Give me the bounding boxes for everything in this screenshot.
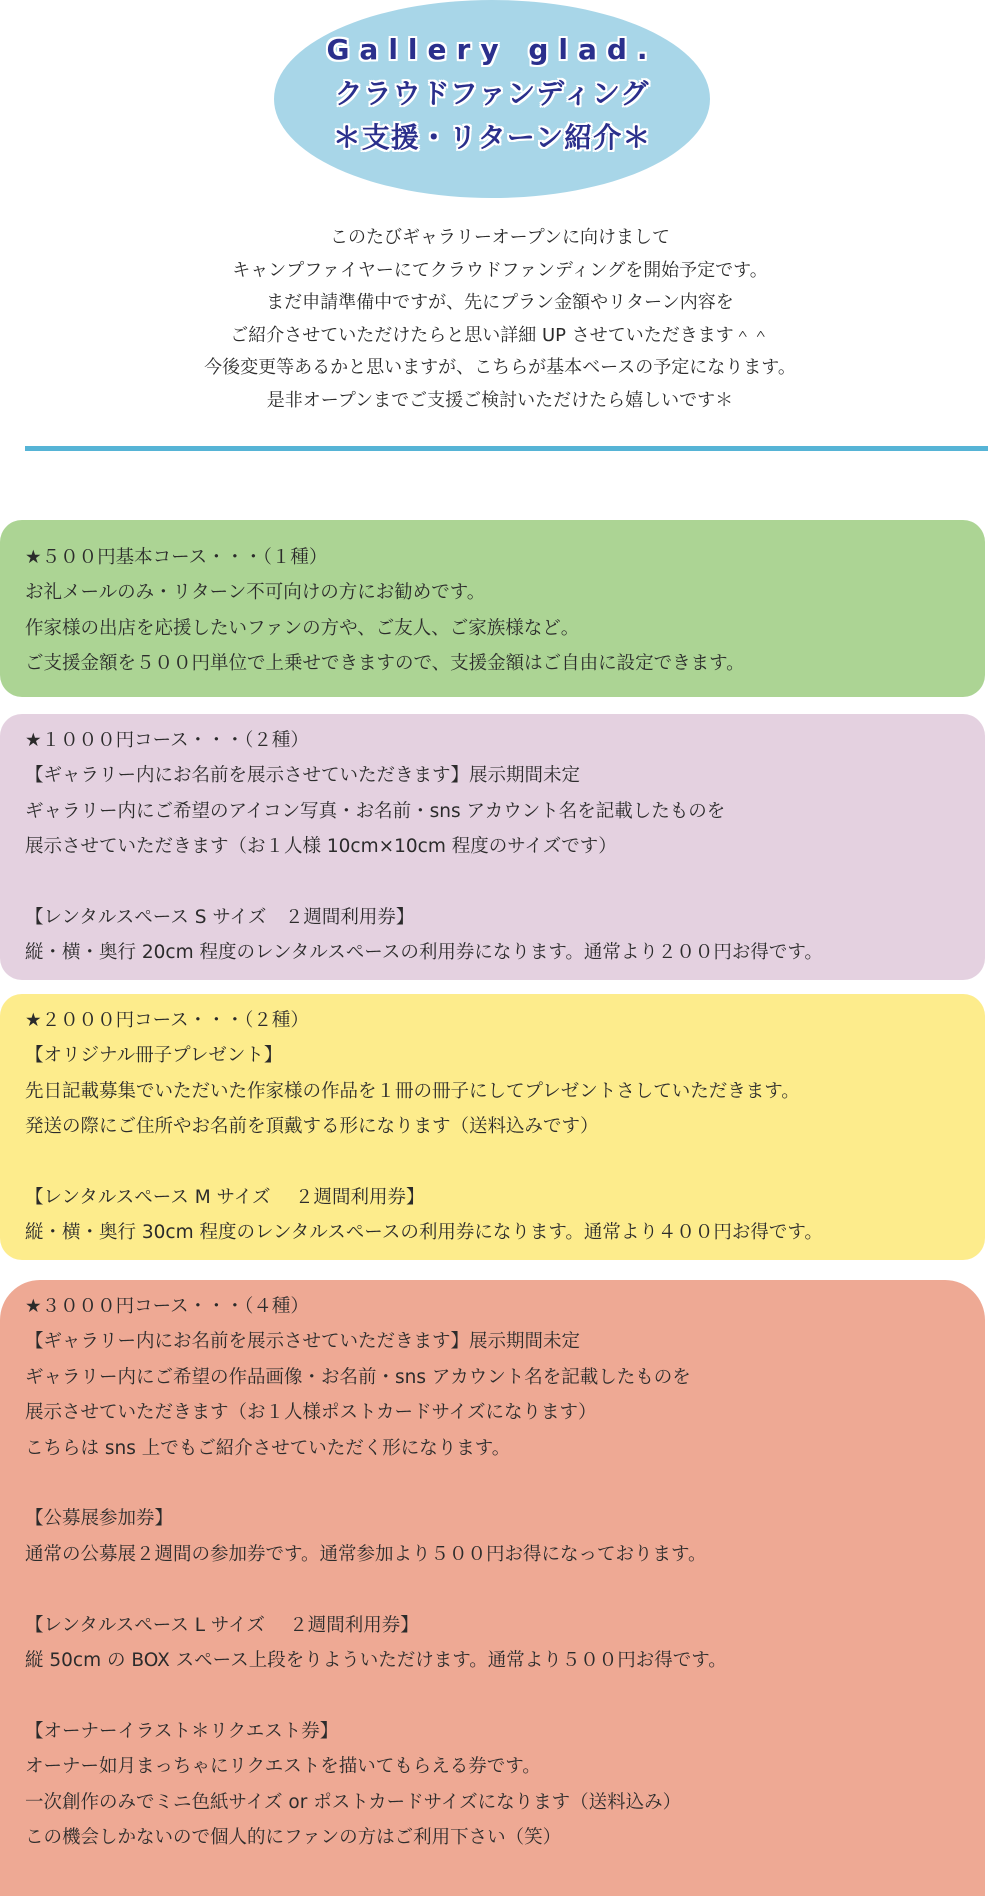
course-text-line: この機会しかないので個人的にファンの方はご利用下さい（笑） — [25, 1827, 562, 1849]
course-text-line: 【レンタルスペース S サイズ ２週間利用券】 — [25, 907, 415, 929]
course-card-2000 — [0, 994, 985, 1260]
intro-line: キャンプファイヤーにてクラウドファンディングを開始予定です。 — [232, 259, 768, 281]
course-card-1000 — [0, 714, 985, 980]
course-text-line: 通常の公募展２週間の参加券です。通常参加より５００円お得になっております。 — [25, 1543, 707, 1565]
course-text-line: 【ギャラリー内にお名前を展示させていただきます】展示期間未定 — [25, 765, 581, 787]
page-title: クラウドファンディング — [334, 77, 650, 110]
course-text-line: 縦・横・奥行 20cm 程度のレンタルスペースの利用券になります。通常より２００円お得です。 — [25, 942, 823, 964]
course-text-line: 【ギャラリー内にお名前を展示させていただきます】展示期間未定 — [25, 1331, 581, 1353]
gallery-name: Gallery glad. — [326, 33, 658, 66]
course-heading: ★５００円基本コース・・・（１種） — [25, 547, 328, 568]
course-text-line: 作家様の出店を応援したいファンの方や、ご友人、ご家族様など。 — [25, 617, 580, 639]
course-blank-line — [25, 865, 985, 900]
course-blank-line — [25, 1145, 985, 1180]
course-text-line: 展示させていただきます（お１人様 10cm×10cm 程度のサイズです） — [25, 836, 617, 858]
course-text-line: 一次創作のみでミニ色紙サイズ or ポストカードサイズになります（送料込み） — [25, 1791, 682, 1813]
intro-line: このたびギャラリーオープンに向けまして — [329, 227, 671, 248]
section-divider — [25, 446, 988, 451]
course-text-line: ご支援金額を５００円単位で上乗せできますので、支援金額はご自由に設定できます。 — [25, 653, 745, 675]
course-text-line: 【レンタルスペース M サイズ ２週間利用券】 — [25, 1187, 425, 1209]
intro-line: 是非オープンまでご支援ご検討いただけたら嬉しいです＊ — [266, 389, 734, 411]
intro-line: まだ申請準備中ですが、先にプラン金額やリターン内容を — [266, 292, 734, 314]
course-card-500 — [0, 520, 985, 697]
course-text-line: ギャラリー内にご希望のアイコン写真・お名前・sns アカウント名を記載したものを — [25, 800, 726, 822]
course-text-line: 【オーナーイラスト＊リクエスト券】 — [25, 1720, 339, 1742]
title-banner — [274, 0, 710, 198]
course-text-line: 【公募展参加券】 — [25, 1508, 174, 1530]
course-heading: ★２０００円コース・・・（２種） — [25, 1010, 309, 1031]
intro-line: ご紹介させていただけたらと思い詳細 UP させていただきます＾＾ — [230, 324, 770, 346]
course-text-line: 先日記載募集でいただいた作家様の作品を１冊の冊子にしてプレゼントさしていただきます。 — [25, 1080, 800, 1102]
course-blank-line — [25, 1572, 985, 1607]
course-blank-line — [25, 1466, 985, 1501]
page-subtitle: ＊支援・リターン紹介＊ — [332, 121, 652, 154]
course-card-3000 — [0, 1280, 985, 1896]
course-text-line: こちらは sns 上でもご紹介させていただく形になります。 — [25, 1437, 511, 1459]
course-text-line: 【レンタルスペース L サイズ ２週間利用券】 — [25, 1614, 419, 1636]
course-blank-line — [25, 1678, 985, 1713]
intro-text — [0, 222, 1000, 418]
course-text-line: 【オリジナル冊子プレゼント】 — [25, 1045, 283, 1067]
intro-line: 今後変更等あるかと思いますが、こちらが基本ベースの予定になります。 — [204, 357, 796, 379]
course-text-line: 縦 50cm の BOX スペース上段をりよういただけます。通常より５００円お得です。 — [25, 1650, 727, 1672]
course-heading: ★３０００円コース・・・（４種） — [25, 1296, 309, 1317]
course-text-line: 発送の際にご住所やお名前を頂戴する形になります（送料込みです） — [25, 1116, 599, 1138]
course-text-line: 展示させていただきます（お１人様ポストカードサイズになります） — [25, 1402, 597, 1424]
course-text-line: オーナー如月まっちゃにリクエストを描いてもらえる券です。 — [25, 1756, 541, 1778]
course-text-line: お礼メールのみ・リターン不可向けの方にお勧めです。 — [25, 582, 486, 604]
course-text-line: 縦・横・奥行 30cm 程度のレンタルスペースの利用券になります。通常より４００円お得です。 — [25, 1222, 823, 1244]
course-text-line: ギャラリー内にご希望の作品画像・お名前・sns アカウント名を記載したものを — [25, 1366, 691, 1388]
course-heading: ★１０００円コース・・・（２種） — [25, 730, 309, 751]
